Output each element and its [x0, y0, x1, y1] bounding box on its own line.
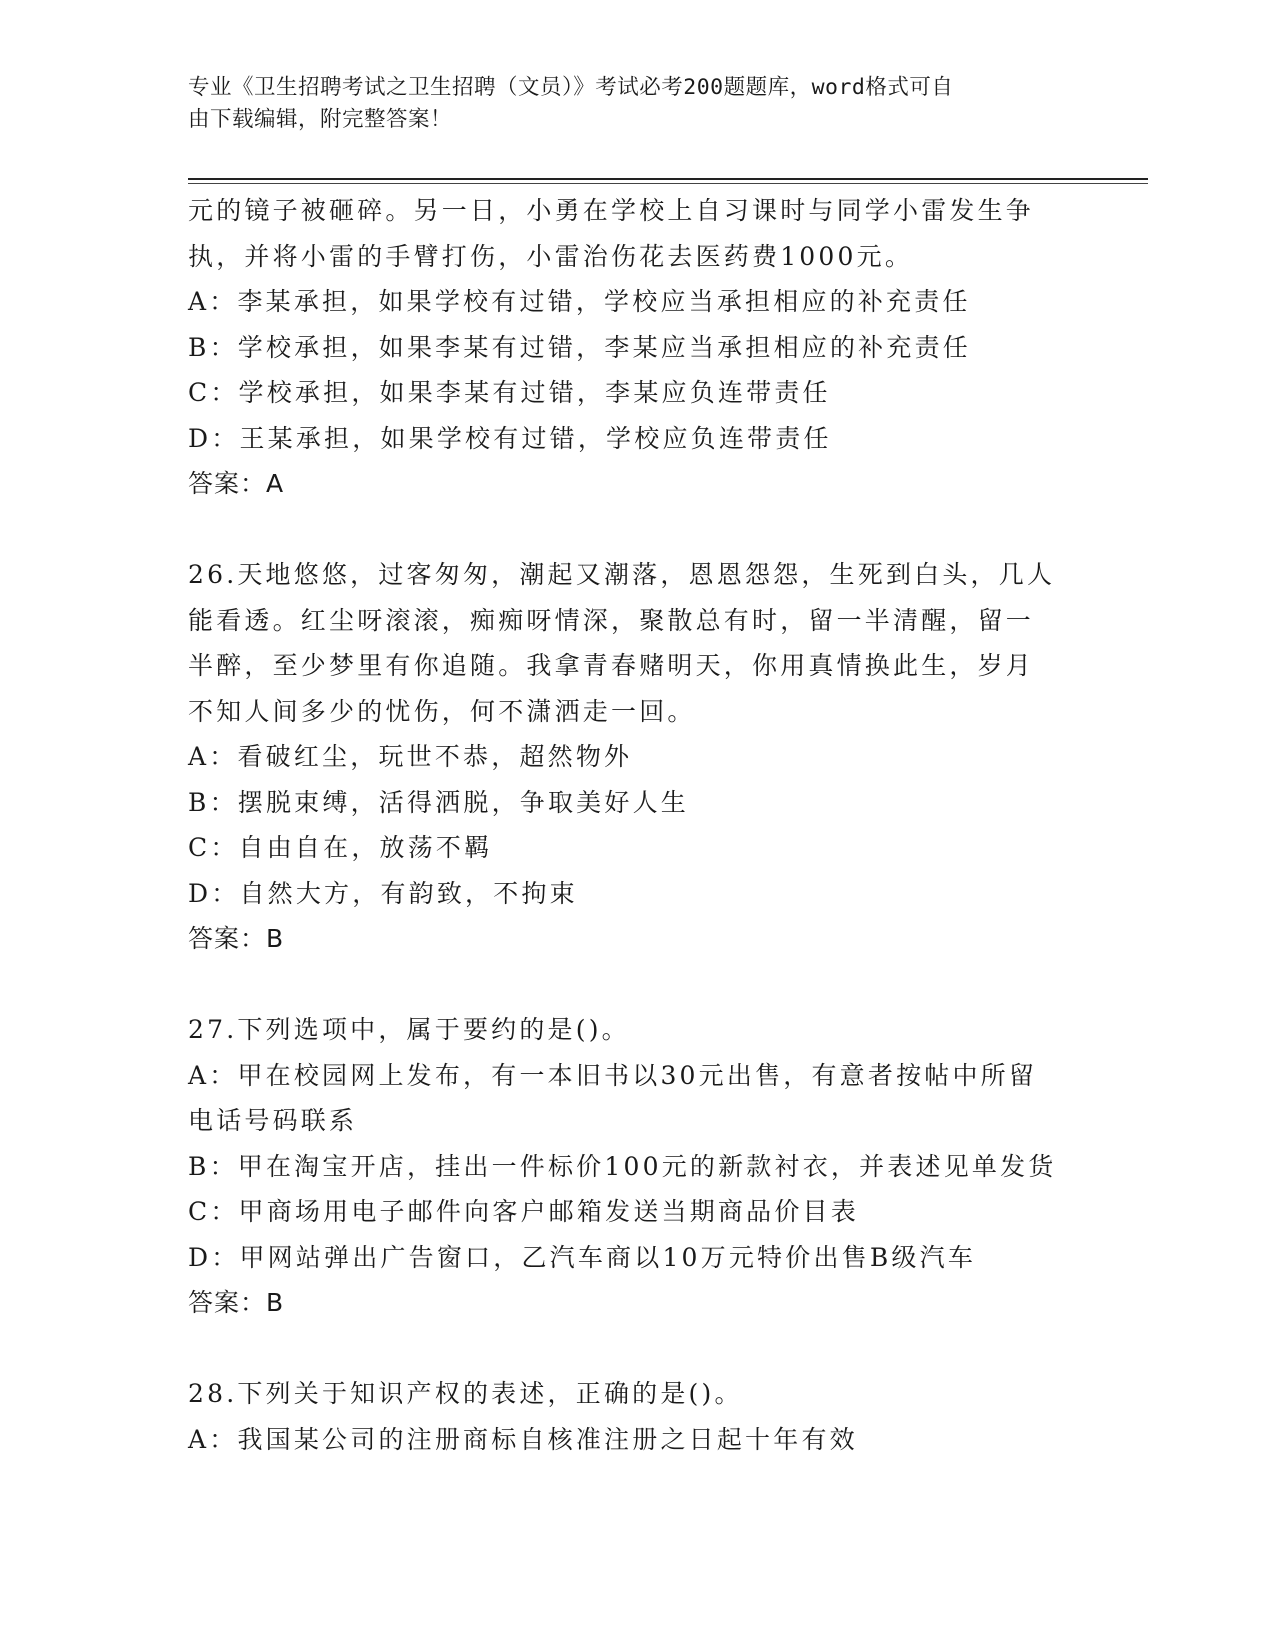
option-b: B：摆脱束缚，活得洒脱，争取美好人生	[188, 787, 689, 817]
option-d: D：自然大方，有韵致，不拘束	[188, 878, 578, 908]
question-28	[188, 1371, 1088, 1462]
question-27	[188, 1007, 1088, 1326]
option-c: C：甲商场用电子邮件向客户邮箱发送当期商品价目表	[188, 1197, 859, 1226]
option-a-continued: 电话号码联系	[188, 1106, 358, 1135]
option-a: A：我国某公司的注册商标自核准注册之日起十年有效	[188, 1424, 858, 1454]
option-a: A：李某承担，如果学校有过错，学校应当承担相应的补充责任	[188, 287, 971, 316]
option-c: C：学校承担，如果李某有过错，李某应负连带责任	[188, 378, 831, 407]
answer-line: 答案：B	[188, 1288, 285, 1317]
question-text-line: 28.下列关于知识产权的表述，正确的是()。	[188, 1379, 743, 1408]
header-rule-thick	[188, 178, 1148, 180]
answer-line: 答案：A	[188, 469, 285, 498]
question-text-line: 26.天地悠悠，过客匆匆，潮起又潮落，恩恩怨怨，生死到白头，几人	[188, 560, 1056, 589]
question-26	[188, 552, 1088, 962]
question-text-line: 不知人间多少的忧伤，何不潇洒走一回。	[188, 696, 696, 726]
question-text-line: 能看透。红尘呀滚滚，痴痴呀情深，聚散总有时，留一半清醒，留一	[188, 605, 1035, 635]
option-a: A：看破红尘，玩世不恭，超然物外	[188, 742, 633, 771]
question-text-line: 半醉，至少梦里有你追随。我拿青春赌明天，你用真情换此生，岁月	[188, 651, 1035, 680]
header-rule-thin	[188, 183, 1148, 184]
option-c: C：自由自在，放荡不羁	[188, 833, 493, 862]
spacer	[188, 962, 1088, 1008]
question-continuation	[188, 188, 1088, 507]
spacer	[188, 1326, 1088, 1372]
option-b: B：甲在淘宝开店，挂出一件标价100元的新款衬衣，并表述见单发货	[188, 1151, 1057, 1181]
document-header	[188, 72, 1068, 136]
spacer	[188, 507, 1088, 553]
header-line-1: 专业《卫生招聘考试之卫生招聘（文员）》考试必考200题题库，word格式可自	[188, 75, 954, 100]
answer-line: 答案：B	[188, 924, 285, 953]
header-line-2: 由下载编辑，附完整答案！	[188, 107, 453, 132]
option-a: A：甲在校园网上发布，有一本旧书以30元出售，有意者按帖中所留	[188, 1060, 1038, 1090]
document-body	[188, 188, 1088, 1462]
option-d: D：甲网站弹出广告窗口，乙汽车商以10万元特价出售B级汽车	[188, 1242, 977, 1272]
option-b: B：学校承担，如果李某有过错，李某应当承担相应的补充责任	[188, 332, 971, 362]
question-text-line: 27.下列选项中，属于要约的是()。	[188, 1015, 630, 1044]
question-text-line: 执，并将小雷的手臂打伤，小雷治伤花去医药费1000元。	[188, 241, 914, 271]
question-text-line: 元的镜子被砸碎。另一日，小勇在学校上自习课时与同学小雷发生争	[188, 196, 1035, 225]
option-d: D：王某承担，如果学校有过错，学校应负连带责任	[188, 423, 832, 453]
